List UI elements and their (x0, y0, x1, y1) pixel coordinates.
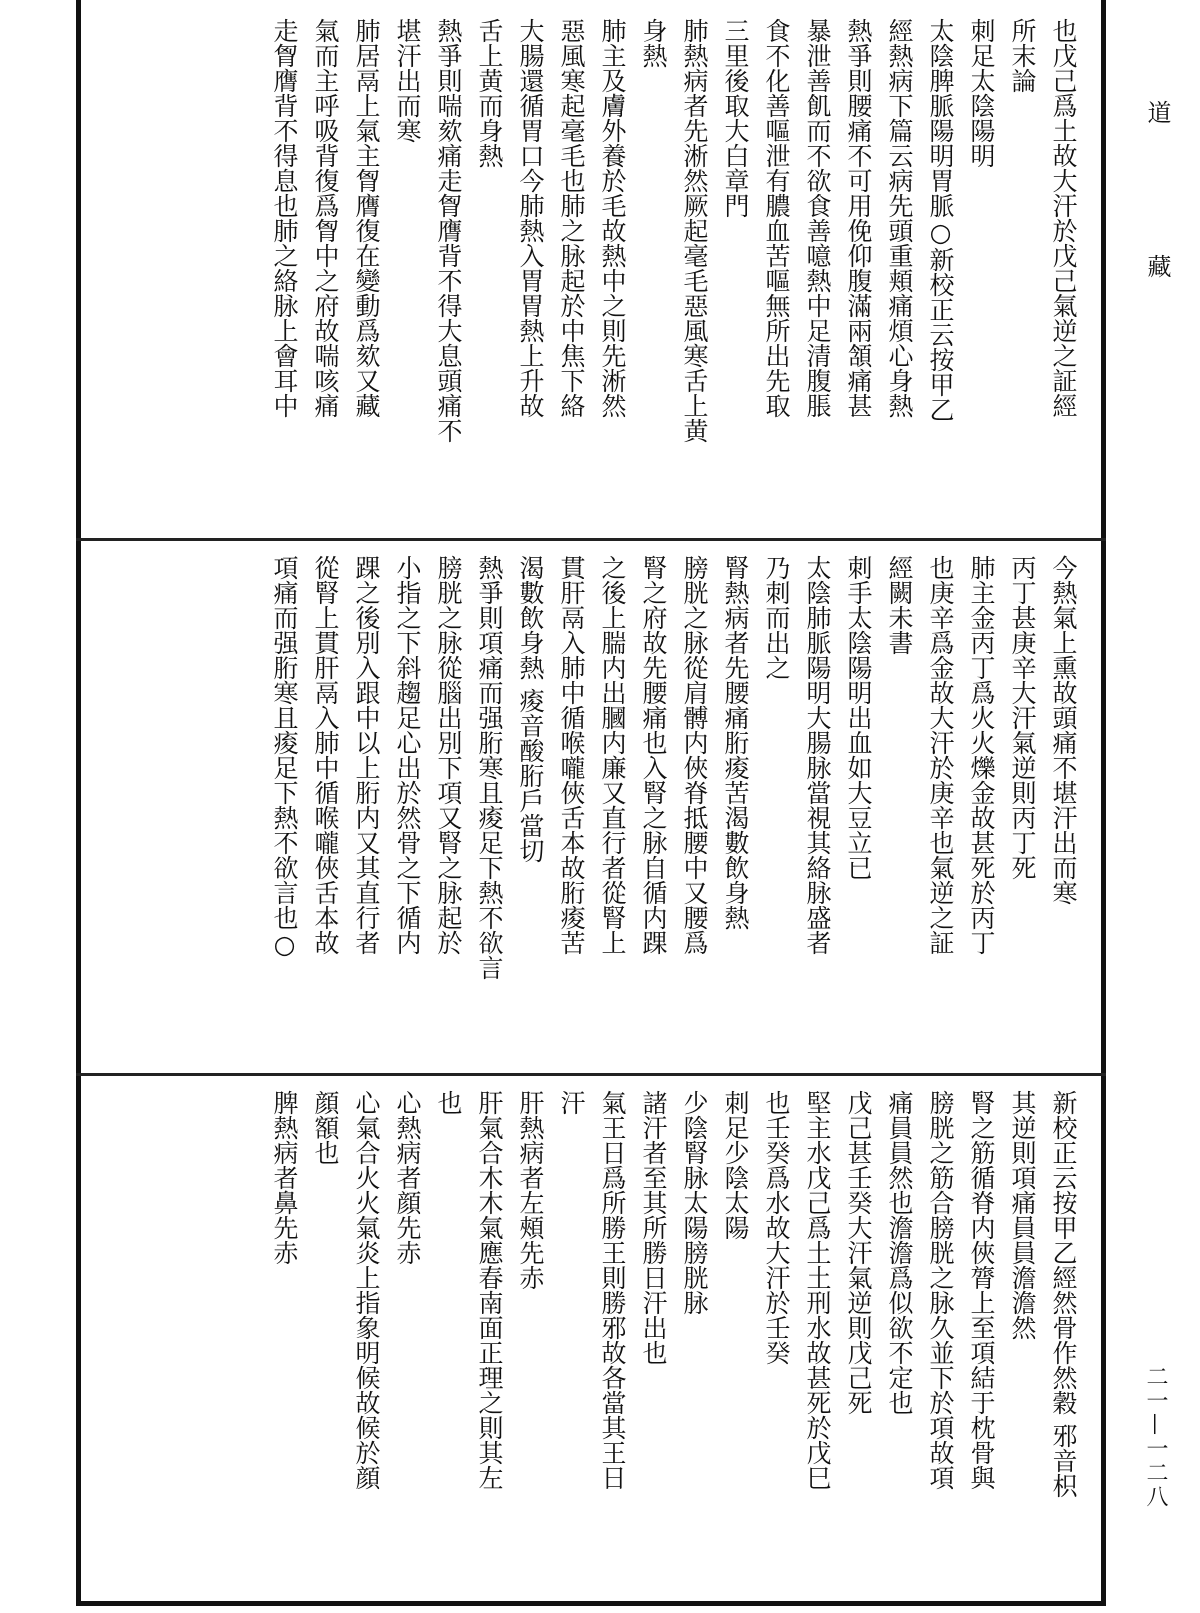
text-column: 項痛而强胻寒且痠足下熱不欲言也○ (270, 555, 299, 959)
text-column: 膀胱之筋合膀胱之脉久並下於項故項 (926, 1090, 955, 1490)
text-column: 心熱病者顔先赤 (393, 1090, 422, 1265)
text-panel-middle (120, 555, 1080, 1067)
text-column: 腎熱病者先腰痛胻痠苦渴數飲身熱 (721, 555, 750, 930)
text-column: 小指之下斜趨足心出於然骨之下循内 (393, 555, 422, 955)
text-column: 少陰腎脉太陽膀胱脉 (680, 1090, 709, 1315)
text-column: 渴數飲身熱 痠音酸胻戶當切 (516, 555, 545, 863)
text-column: 腎之府故先腰痛也入腎之脉自循内踝 (639, 555, 668, 955)
text-column: 熱爭則喘欬痛走胷膺背不得大息頭痛不 (434, 18, 463, 443)
text-column: 堪汗出而寒 (393, 18, 422, 143)
text-column: 肝熱病者左頰先赤 (516, 1090, 545, 1290)
text-column: 舌上黄而身熱 (475, 18, 504, 168)
text-column: 氣王日爲所勝王則勝邪故各當其王日 (598, 1090, 627, 1490)
text-column: 熱爭則腰痛不可用俛仰腹滿兩頷痛甚 (844, 18, 873, 418)
text-column: 惡風寒起毫毛也肺之脉起於中焦下絡 (557, 18, 586, 418)
text-column: 痛員員然也澹澹爲似欲不定也 (885, 1090, 914, 1415)
panel-divider-2 (76, 1073, 1106, 1076)
text-column: 太陰脾脈陽明胃脈○新校正云按甲乙 (926, 18, 955, 422)
text-column: 新校正云按甲乙經然骨作然穀 邪音枳 (1049, 1090, 1078, 1498)
text-column: 身熱 (639, 18, 668, 68)
text-column: 之後上腨内出膕内廉又直行者從腎上 (598, 555, 627, 955)
text-column: 諸汗者至其所勝日汗出也 (639, 1090, 668, 1365)
panel-divider-1 (76, 538, 1106, 541)
text-panel-top (120, 18, 1080, 533)
text-column: 熱爭則項痛而强胻寒且痠足下熱不欲言 (475, 555, 504, 980)
text-column: 從腎上貫肝鬲入肺中循喉嚨俠舌本故 (311, 555, 340, 955)
text-column: 丙丁甚庚辛大汗氣逆則丙丁死 (1008, 555, 1037, 880)
text-column: 也庚辛爲金故大汗於庚辛也氣逆之証 (926, 555, 955, 955)
text-column: 肺居鬲上氣主胷膺復在變動爲欬又藏 (352, 18, 381, 418)
text-column: 三里後取大白章門 (721, 18, 750, 218)
text-column: 經闕未書 (885, 555, 914, 655)
text-panel-bottom (120, 1090, 1080, 1595)
book-title: 道藏 (1143, 100, 1171, 408)
text-column: 食不化善嘔泄有膿血苦嘔無所出先取 (762, 18, 791, 418)
text-column: 腎之筋循脊内俠膂上至項結于枕骨與 (967, 1090, 996, 1490)
text-column: 其逆則項痛員員澹澹然 (1008, 1090, 1037, 1340)
text-column: 暴泄善飢而不欲食善噫熱中足清腹脹 (803, 18, 832, 418)
text-column: 走胷膺背不得息也肺之絡脉上會耳中 (270, 18, 299, 418)
text-column: 膀胱之脉從腦出別下項又腎之脉起於 (434, 555, 463, 955)
text-column: 刺足太陰陽明 (967, 18, 996, 168)
text-column: 刺手太陰陽明出血如大豆立已 (844, 555, 873, 880)
page-number: 二一—一二八 (1143, 1365, 1168, 1509)
text-column: 氣而主呼吸背復爲胷中之府故喘咳痛 (311, 18, 340, 418)
text-column: 肺熱病者先淅然厥起毫毛惡風寒舌上黄 (680, 18, 709, 443)
text-column: 大腸還循胃口今肺熱入胃胃熱上升故 (516, 18, 545, 418)
text-column: 堅主水戊己爲土土刑水故甚死於戊巳 (803, 1090, 832, 1490)
text-column: 所末論 (1008, 18, 1037, 93)
text-column: 汗 (557, 1090, 586, 1115)
text-column: 也戊己爲土故大汗於戊己氣逆之証經 (1049, 18, 1078, 418)
text-column: 踝之後別入跟中以上胻内又其直行者 (352, 555, 381, 955)
text-column: 心氣合火火氣炎上指象明候故候於顔 (352, 1090, 381, 1490)
text-column: 肺主金丙丁爲火火爍金故甚死於丙丁 (967, 555, 996, 955)
text-column: 戊己甚壬癸大汗氣逆則戊己死 (844, 1090, 873, 1415)
text-column: 顔額也 (311, 1090, 340, 1165)
text-column: 也壬癸爲水故大汗於壬癸 (762, 1090, 791, 1365)
text-column: 肺主及膚外養於毛故熱中之則先淅然 (598, 18, 627, 418)
text-column: 今熱氣上熏故頭痛不堪汗出而寒 (1049, 555, 1078, 905)
text-column: 太陰肺脈陽明大腸脉當視其絡脉盛者 (803, 555, 832, 955)
text-column: 刺足少陰太陽 (721, 1090, 750, 1240)
text-column: 膀胱之脉從肩髆内俠脊抵腰中又腰爲 (680, 555, 709, 955)
text-column: 經熱病下篇云病先頭重頬痛煩心身熱 (885, 18, 914, 418)
text-column: 貫肝鬲入肺中循喉嚨俠舌本故胻痠苦 (557, 555, 586, 955)
text-column: 乃刺而出之 (762, 555, 791, 680)
text-column: 也 (434, 1090, 463, 1115)
text-column: 肝氣合木木氣應春南面正理之則其左 (475, 1090, 504, 1490)
text-column: 脾熱病者鼻先赤 (270, 1090, 299, 1265)
